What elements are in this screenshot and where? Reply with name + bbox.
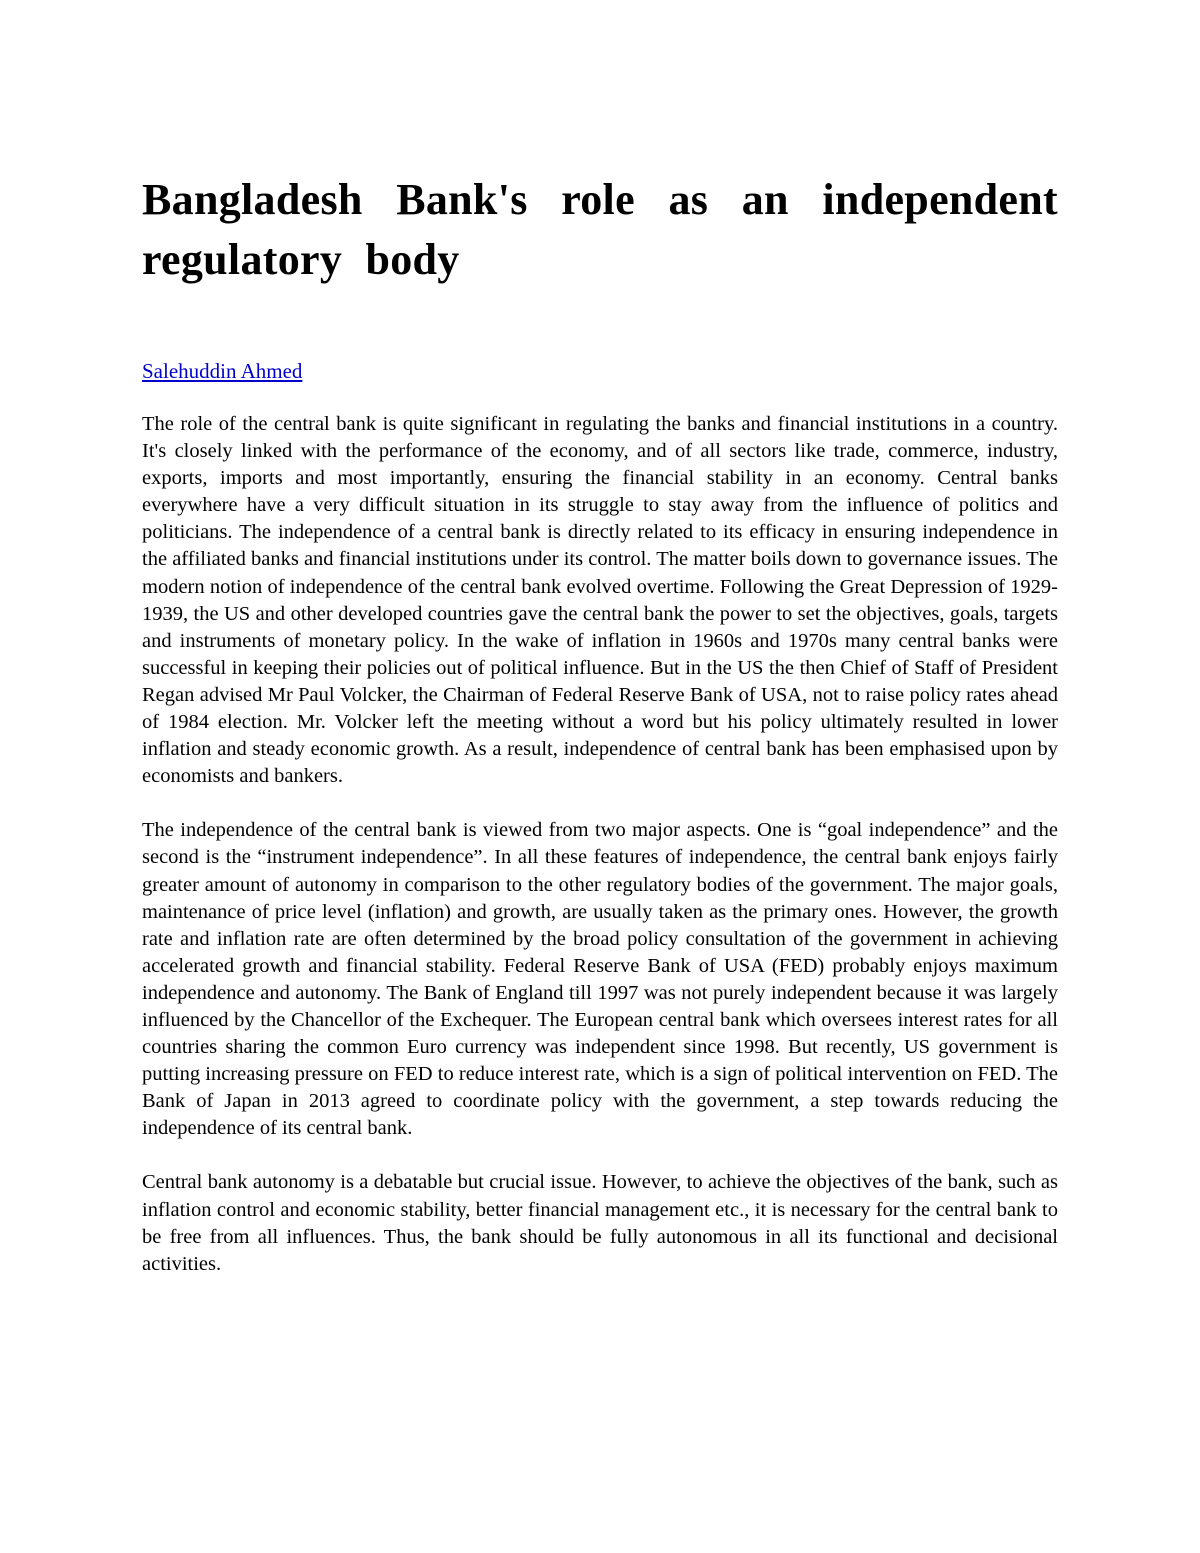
- body-paragraph-1: The role of the central bank is quite significant in regulating the banks and financial institutions in a country. It's closely linked with the performance of the economy, and of all sectors like trade, commerce, industry, exports, imports and most importantly, ensuring the financial stability in an economy. Central banks everywhere have a very difficult situation in its struggle to stay away from the influence of politics and politicians. The independence of a central bank is directly related to its efficacy in ensuring independence in the affiliated banks and financial institutions under its control. The matter boils down to governance issues. The modern notion of independence of the central bank evolved overtime. Following the Great Depression of 1929-1939, the US and other developed countries gave the central bank the power to set the objectives, goals, targets and instruments of monetary policy. In the wake of inflation in 1960s and 1970s many central banks were successful in keeping their policies out of political influence. But in the US the then Chief of Staff of President Regan advised Mr Paul Volcker, the Chairman of Federal Reserve Bank of USA, not to raise policy rates ahead of 1984 election. Mr. Volcker left the meeting without a word but his policy ultimately resulted in lower inflation and steady economic growth. As a result, independence of central bank has been emphasised upon by economists and bankers.: [142, 413, 1058, 788]
- body-paragraph-3: Central bank autonomy is a debatable but crucial issue. However, to achieve the objectives of the bank, such as inflation control and economic stability, better financial management etc., it is necessary for the central bank to be free from all influences. Thus, the bank should be fully autonomous in all its functional and decisional activities.: [142, 1171, 1058, 1275]
- document-page: [142, 170, 1058, 1278]
- page-title: Bangladesh Bank's role as an independent regulatory body: [142, 175, 1058, 284]
- body-paragraph-2: The independence of the central bank is viewed from two major aspects. One is “goal independence” and the second is the “instrument independence”. In all these features of independence, the central bank enjoys fairly greater amount of autonomy in comparison to the other regulatory bodies of the government. The major goals, maintenance of price level (inflation) and growth, are usually taken as the primary ones. However, the growth rate and inflation rate are often determined by the broad policy consultation of the government in achieving accelerated growth and financial stability. Federal Reserve Bank of USA (FED) probably enjoys maximum independence and autonomy. The Bank of England till 1997 was not purely independent because it was largely influenced by the Chancellor of the Exchequer. The European central bank which oversees interest rates for all countries sharing the common Euro currency was independent since 1998. But recently, US government is putting increasing pressure on FED to reduce interest rate, which is a sign of political intervention on FED. The Bank of Japan in 2013 agreed to coordinate policy with the government, a step towards reducing the independence of its central bank.: [142, 819, 1058, 1140]
- author-link[interactable]: Salehuddin Ahmed: [142, 359, 303, 383]
